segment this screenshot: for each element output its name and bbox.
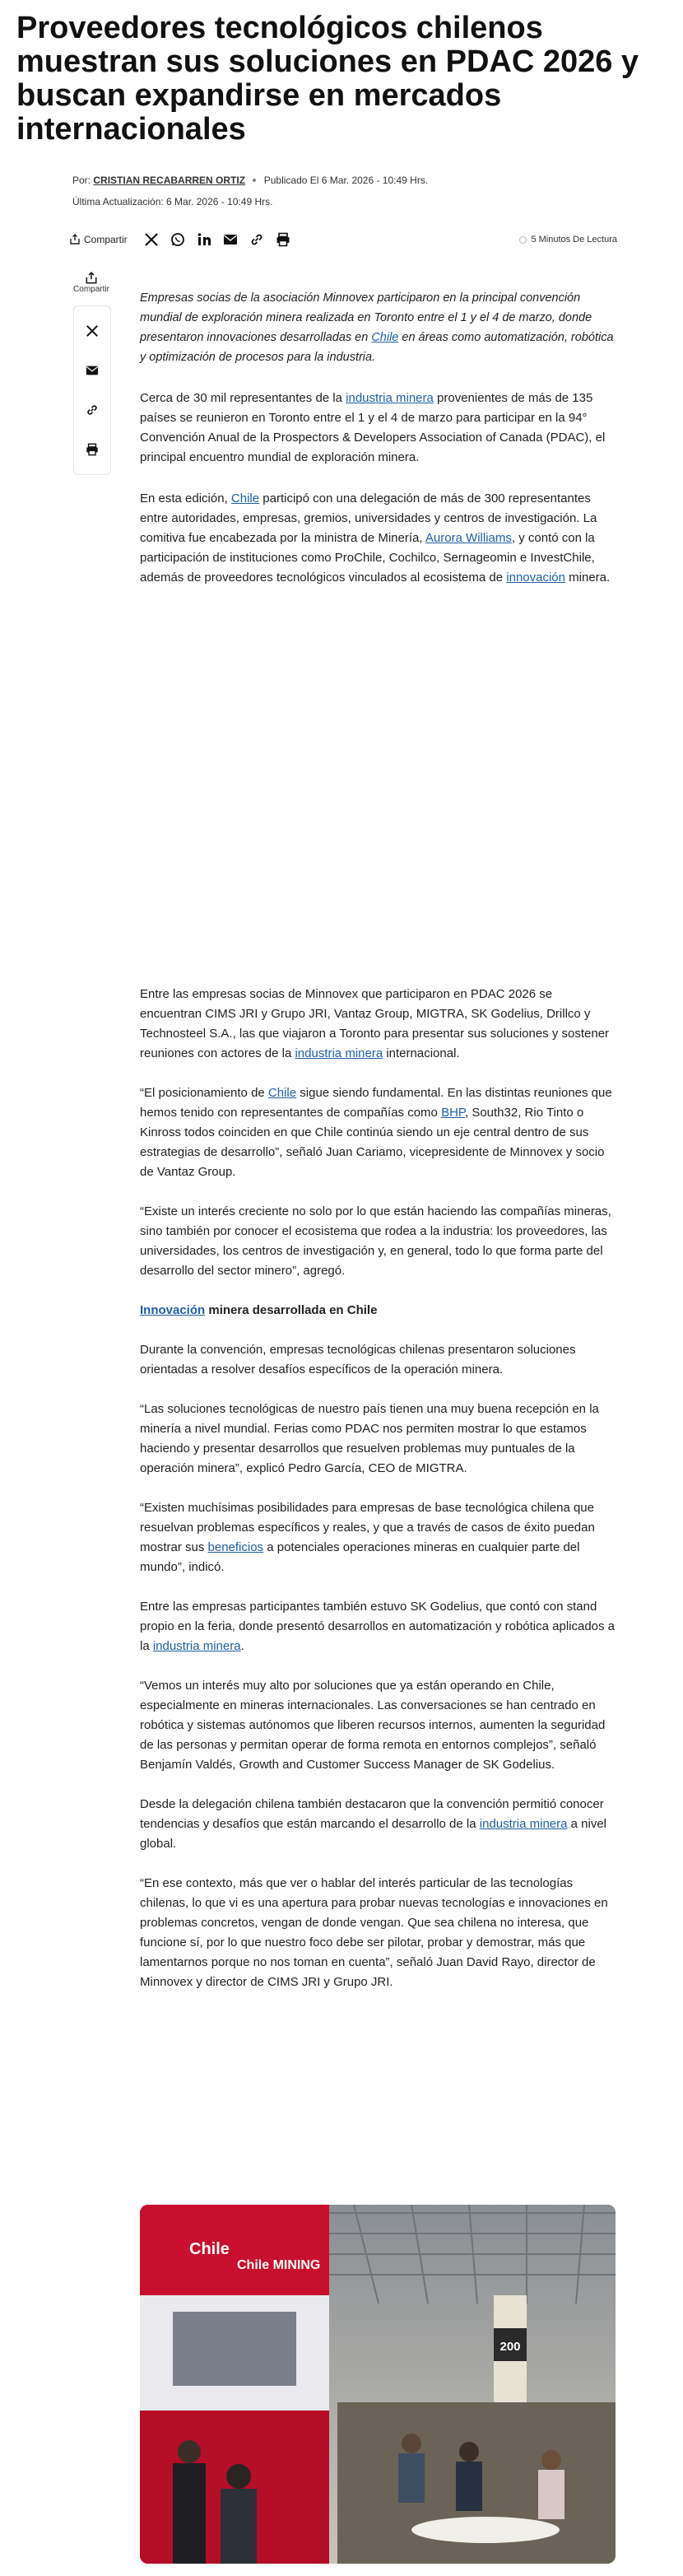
link-beneficios[interactable]: beneficios (207, 1540, 264, 1554)
link-icon (86, 403, 99, 417)
side-print-button[interactable] (74, 430, 110, 469)
byline (72, 175, 428, 186)
link-innovacion[interactable]: Innovación (140, 1303, 206, 1317)
author-link[interactable]: CRISTIAN RECABARREN ORTIZ (93, 175, 246, 186)
paragraph-text: , y contó con la participación de instituciones como ProChile, Cochilco, Sernageomin e InvestChile, además de proveedores tecnológicos vinculados al ecosistema de (140, 531, 595, 585)
paragraph-text: participó con una delegación de más de 300 representantes entre autoridades, empresas, gremios, universidades y centros de investigación. La comitiva fue encabezada por la ministra de Minería, (140, 491, 597, 545)
section-subhead (140, 1301, 616, 1321)
share-x-button[interactable] (142, 231, 160, 249)
paragraph-6: Durante la convención, empresas tecnológicas chilenas presentaron soluciones orientadas a resolver desafíos específicos de la operación minera. (140, 1343, 576, 1377)
paragraph-text: Entre las empresas participantes también estuvo SK Godelius, que contó con stand propio en la feria, donde presentó desarrollos en automatización y robótica aplicados a la (140, 1600, 616, 1653)
link-aurora-williams[interactable]: Aurora Williams (425, 531, 512, 545)
booth-logo: Chile (189, 2240, 230, 2258)
side-share-button[interactable] (67, 272, 115, 294)
separator-dot (253, 179, 256, 182)
paragraph-1 (140, 389, 616, 468)
paragraph-text: En esta edición, (140, 491, 231, 505)
whatsapp-icon (170, 232, 185, 247)
link-chile[interactable]: Chile (371, 331, 399, 344)
by-label: Por: (72, 175, 91, 186)
link-industria-minera[interactable]: industria minera (152, 1639, 241, 1653)
lead-text: en áreas como automatización, robótica y optimización de procesos para la industria. (140, 331, 614, 364)
paragraph-11 (140, 1795, 616, 1854)
article-lead (140, 288, 616, 367)
subhead-text: minera desarrollada en Chile (205, 1303, 378, 1317)
share-linkedin-button[interactable] (195, 231, 213, 249)
lead-text: Empresas socias de la asociación Minnovex participaron en la principal convención mundial de exploración minera realizada en Toronto entre el 1 y el 4 de marzo, donde presentaron innovaciones desarrolladas en (140, 291, 592, 344)
side-share-rail (67, 272, 115, 475)
paragraph-8 (140, 1498, 616, 1577)
expo-hall-illustration (140, 2205, 616, 2564)
paragraph-9 (140, 1597, 616, 1656)
link-bhp[interactable]: BHP (441, 1106, 465, 1120)
link-industria-minera[interactable]: industria minera (346, 391, 434, 405)
paragraph-text: minera. (565, 571, 611, 585)
x-icon (144, 232, 159, 247)
email-icon (86, 364, 99, 377)
paragraph-text: Desde la delegación chilena también destacaron que la convención permitió conocer tendencias y desafíos que están marcando el desarrollo de la (140, 1797, 604, 1831)
paragraph-2 (140, 489, 616, 588)
column-number-label: 200 (499, 2340, 521, 2354)
share-label: Compartir (84, 234, 128, 245)
paragraph-4 (140, 1083, 616, 1182)
published-date: Publicado El 6 Mar. 2026 - 10:49 Hrs. (263, 175, 429, 186)
paragraph-text: a potenciales operaciones mineras en cualquier parte del mundo”, indicó. (140, 1540, 580, 1574)
link-innovacion[interactable]: innovación (506, 571, 565, 585)
link-industria-minera[interactable]: industria minera (295, 1046, 383, 1060)
share-icon (69, 234, 81, 245)
share-icon (85, 272, 98, 285)
share-bar (69, 229, 617, 250)
paragraph-text: sigue siendo fundamental. En las distintas reuniones que hemos tenido con representantes de compañías como (140, 1086, 612, 1120)
booth-sign: Chile MINING (237, 2258, 321, 2272)
clock-icon (519, 236, 527, 244)
link-chile[interactable]: Chile (230, 491, 260, 505)
article-body-top (140, 288, 616, 588)
side-share-email-button[interactable] (74, 351, 110, 390)
side-share-x-button[interactable] (74, 311, 110, 351)
paragraph-text: “Existen muchísimas posibilidades para empresas de base tecnológica chilena que resuelvan problemas específicos y reales, y que a través de casos de éxito puedan mostrar sus (140, 1501, 595, 1554)
article-body-bottom (140, 985, 616, 1992)
article-headline: Proveedores tecnológicos chilenos muestran sus soluciones en PDAC 2026 y buscan expandirse en mercados internacionales (16, 11, 639, 147)
paragraph-7: “Las soluciones tecnológicas de nuestro país tienen una muy buena recepción en la minería a nivel mundial. Ferias como PDAC nos permiten mostrar lo que estamos haciendo y presentar desarrollos que resuelven problemas muy puntuales de la operación minera”, explicó Pedro García, CEO de MIGTRA. (140, 1402, 599, 1475)
link-icon (249, 232, 264, 247)
read-time-label: 5 Minutos De Lectura (531, 235, 617, 245)
link-industria-minera[interactable]: industria minera (479, 1817, 568, 1831)
paragraph-text: Entre las empresas socias de Minnovex que participaron en PDAC 2026 se encuentran CIMS JRI y Grupo JRI, Vantaz Group, MIGTRA, SK Godelius, Drillco y Technosteel S.A., las que viajaron a Toronto para presentar sus soluciones y sostener reuniones con actores de la (140, 987, 610, 1060)
read-time (519, 235, 617, 245)
side-share-box (73, 305, 111, 475)
print-icon (86, 443, 99, 456)
email-icon (223, 232, 238, 247)
share-button[interactable] (69, 234, 128, 245)
paragraph-text: . (240, 1639, 244, 1653)
print-button[interactable] (274, 231, 292, 249)
paragraph-text: Cerca de 30 mil representantes de la (140, 391, 346, 405)
x-icon (86, 324, 99, 338)
paragraph-3 (140, 985, 616, 1064)
paragraph-text: , South32, Rio Tinto o Kinross todos coinciden en que Chile continúa siendo un eje central dentro de sus estrategias de desarrollo”, señaló Juan Cariamo, vicepresidente de Minnovex y socio de Vantaz Group. (140, 1106, 605, 1179)
side-share-label: Compartir (73, 285, 109, 294)
side-copy-link-button[interactable] (74, 390, 110, 430)
paragraph-text: provenientes de más de 135 países se reunieron en Toronto entre el 1 y el 4 de marzo para participar en la 94° Convención Anual de la Prospectors & Developers Association of Canada (PDAC), el principal encuentro mundial de exploración minera. (140, 391, 606, 464)
share-whatsapp-button[interactable] (169, 231, 187, 249)
paragraph-5: “Existe un interés creciente no solo por lo que están haciendo las compañías mineras, sino también por conocer el ecosistema que rodea a la industria: los proveedores, las universidades, los centros de investigación y, en general, todo lo que forma parte del desarrollo del sector minero”, agregó. (140, 1204, 611, 1278)
link-chile[interactable]: Chile (267, 1086, 297, 1100)
print-icon (276, 232, 290, 247)
article-photo (140, 2205, 616, 2564)
paragraph-10: “Vemos un interés muy alto por soluciones que ya están operando en Chile, especialmente en mineras internacionales. Las conversaciones se han centrado en robótica y sistemas autónomos que liberen recursos internos, aumenten la seguridad de las personas y permitan operar de forma remota en entornos complejos”, señaló Benjamín Valdés, Growth and Customer Success Manager de SK Godelius. (140, 1679, 606, 1772)
booth-video-screen (173, 2312, 296, 2386)
share-email-button[interactable] (221, 231, 239, 249)
paragraph-text: internacional. (383, 1046, 460, 1060)
paragraph-text: “El posicionamiento de (140, 1086, 268, 1100)
updated-date: Última Actualización: 6 Mar. 2026 - 10:49 Hrs. (72, 196, 273, 207)
linkedin-icon (197, 232, 211, 247)
paragraph-12: “En ese contexto, más que ver o hablar del interés particular de las tecnologías chilenas, lo que vi es una apertura para probar nuevas tecnologías e innovaciones en problemas concretos, vengan de donde vengan. Que sea chilena no interesa, que funcione sí, por lo que nuestro foco debe ser pilotar, probar y demostrar, más que lamentarnos porque no nos toman en cuenta”, señaló Juan David Rayo, director de Minnovex y director de CIMS JRI y Grupo JRI. (140, 1876, 608, 1989)
copy-link-button[interactable] (248, 231, 266, 249)
paragraph-text: a nivel global. (140, 1817, 607, 1851)
